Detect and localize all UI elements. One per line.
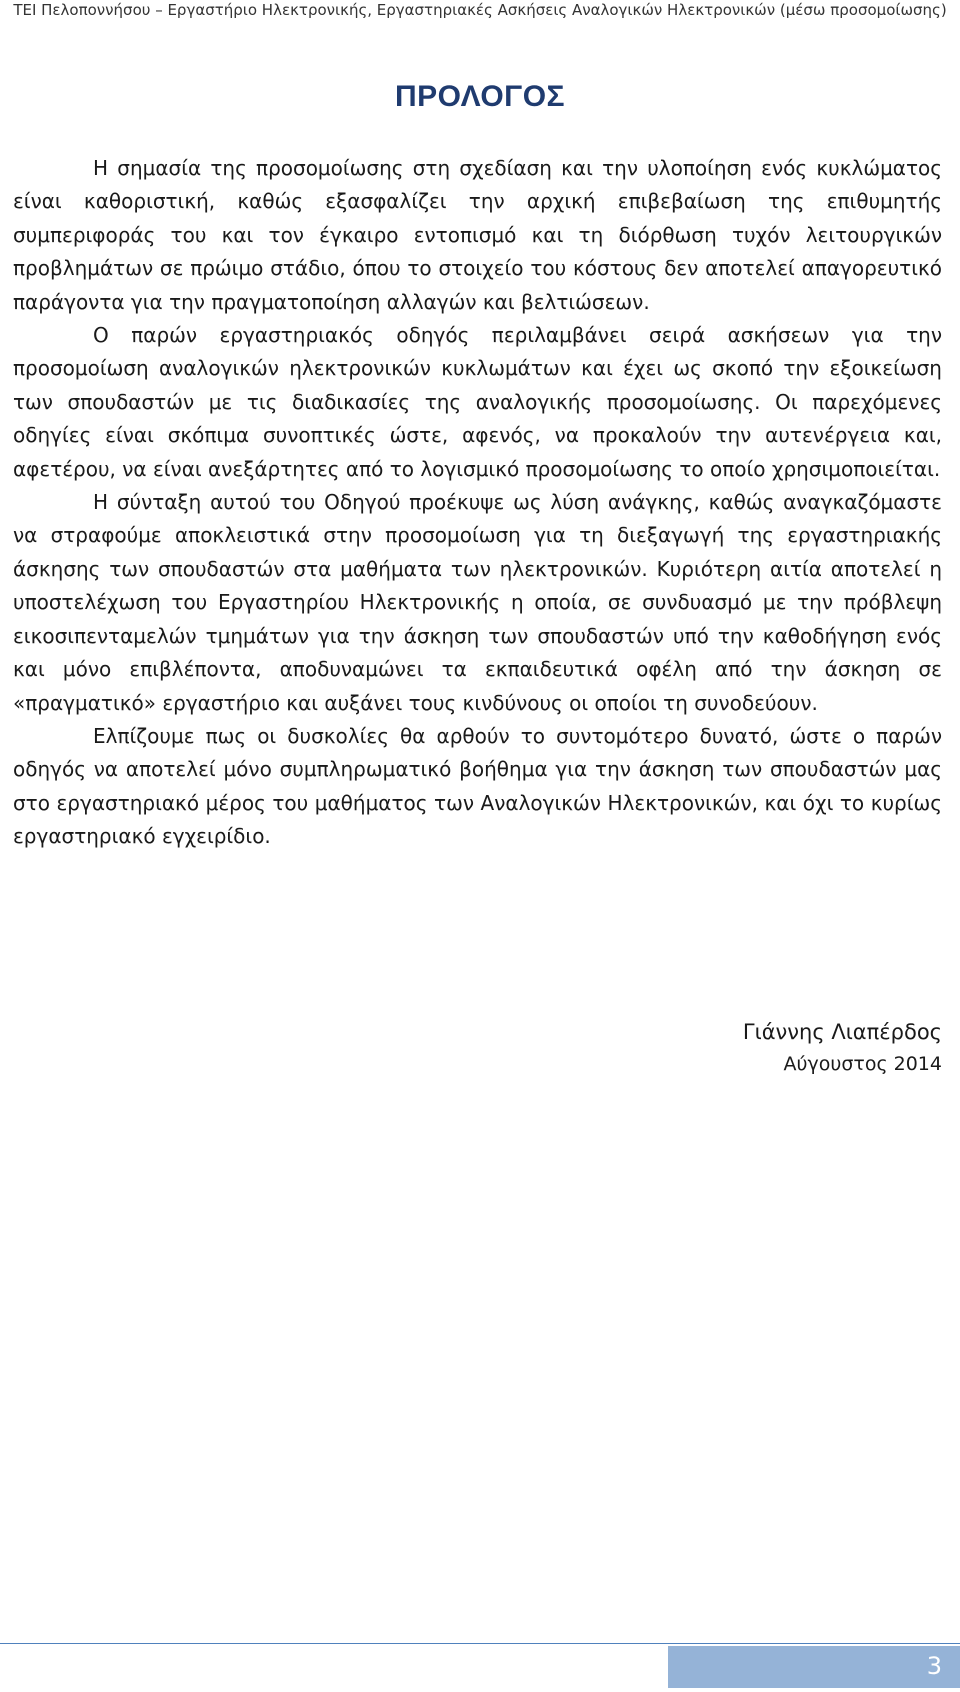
paragraph-1: Η σημασία της προσομοίωσης στη σχεδίαση και την υλοποίηση ενός κυκλώματος είναι καθοριστική, καθώς εξασφαλίζει την αρχική επιβεβαίωση της επιθυμητής συμπεριφοράς του και τον έγκαιρο εντοπισμό και τη διόρθωση τυχόν λειτουργικών προβλημάτων σε πρώιμο στάδιο, όπου το στοιχείο του κόστους δεν αποτελεί απαγορευτικό παράγοντα για την πραγματοποίηση αλλαγών και βελτιώσεων. [13, 156, 942, 314]
paragraph-3: Η σύνταξη αυτού του Οδηγού προέκυψε ως λύση ανάγκης, καθώς αναγκαζόμαστε να στραφούμε αποκλειστικά στην προσομοίωση για τη διεξαγωγή της εργαστηριακής άσκησης των σπουδαστών στα μαθήματα των ηλεκτρονικών. Κυριότερη αιτία αποτελεί η υποστελέχωση του Εργαστηρίου Ηλεκτρονικής η οποία, σε συνδυασμό με την πρόβλεψη εικοσιπενταμελών τμημάτων για την άσκηση των σπουδαστών υπό την καθοδήγηση ενός και μόνο επιβλέποντα, αποδυναμώνει τα εκπαιδευτικά οφέλη από την άσκηση σε «πραγματικό» εργαστήριο και αυξάνει τους κινδύνους οι οποίοι τη συνοδεύουν. [13, 490, 942, 715]
paragraph-4: Ελπίζουμε πως οι δυσκολίες θα αρθούν το συντομότερο δυνατό, ώστε ο παρών οδηγός να αποτελεί μόνο συμπληρωματικό βοήθημα για την άσκηση των σπουδαστών μας στο εργαστηριακό μέρος του μαθήματος των Αναλογικών Ηλεκτρονικών, και όχι το κυρίως εργαστηριακό εγχειρίδιο. [13, 723, 942, 849]
footer-rule [0, 1643, 960, 1644]
paragraph-2: Ο παρών εργαστηριακός οδηγός περιλαμβάνει σειρά ασκήσεων για την προσομοίωση αναλογικών ηλεκτρονικών κυκλωμάτων και έχει ως σκοπό την εξοικείωση των σπουδαστών με τις διαδικασίες της αναλογικής προσομοίωσης. Οι παρεχόμενες οδηγίες είναι σκόπιμα συνοπτικές ώστε, αφενός, να προκαλούν την αυτενέργεια και, αφετέρου, να είναι ανεξάρτητες από το λογισμικό προσομοίωσης το οποίο χρησιμοποιείται. [13, 323, 942, 481]
preface-body [13, 152, 942, 854]
author-name: Γιάννης Λιαπέρδος [742, 1020, 942, 1044]
page-number: 3 [926, 1652, 942, 1680]
signature-date: Αύγουστος 2014 [783, 1053, 942, 1075]
signature-block [743, 1015, 942, 1079]
page-title: ΠΡΟΛΟΓΟΣ [394, 80, 566, 113]
running-header: ΤΕΙ Πελοποννήσου – Εργαστήριο Ηλεκτρονικής, Εργαστηριακές Ασκήσεις Αναλογικών Ηλεκτρονικών (μέσω προσομοίωσης) [13, 1, 947, 19]
page-number-box [668, 1646, 960, 1688]
